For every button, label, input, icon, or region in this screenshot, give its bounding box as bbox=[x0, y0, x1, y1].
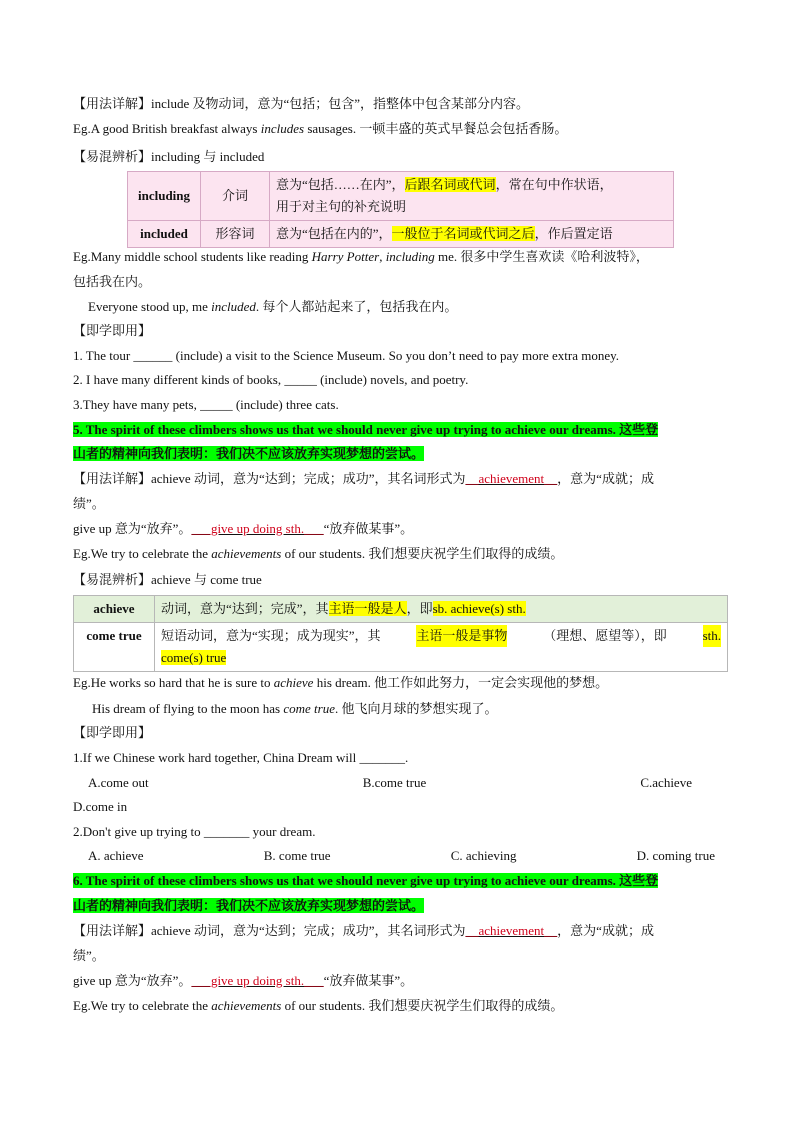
usage-achieve-cont: 绩”。 bbox=[73, 948, 105, 963]
text: His dream of flying to the moon has bbox=[92, 701, 284, 716]
practice-heading: 【即学即用】 bbox=[73, 725, 152, 740]
text: 用于对主句的补充说明 bbox=[276, 199, 407, 214]
text: his dream. 他工作如此努力，一定会实现他的梦想。 bbox=[313, 675, 609, 690]
text: give up 意为“放弃”。 bbox=[73, 973, 192, 988]
answer-fill: __achievement__ bbox=[465, 471, 558, 486]
table-row bbox=[128, 172, 674, 221]
italic-word: achievements bbox=[211, 546, 282, 561]
text: Eg.He works so hard that he is sure to bbox=[73, 675, 274, 690]
text: sausages. 一顿丰盛的英式早餐总会包括香肠。 bbox=[304, 121, 568, 136]
usage-achieve-cont: 绩”。 bbox=[73, 496, 105, 511]
distinguish-including: 【易混辨析】including 与 included bbox=[73, 149, 265, 164]
example-including bbox=[73, 245, 728, 269]
term-cell: achieve bbox=[74, 596, 155, 623]
give-up-note bbox=[73, 969, 728, 993]
definition-cell bbox=[155, 596, 728, 623]
text: ，意为“成就；成 bbox=[557, 923, 654, 938]
usage-include: 【用法详解】include 及物动词，意为“包括；包含”，指整体中包含某部分内容。 bbox=[73, 96, 530, 111]
distinguish-achieve: 【易混辨析】achieve 与 come true bbox=[73, 572, 262, 587]
option-c: C.achieve bbox=[640, 775, 692, 790]
table-row bbox=[74, 623, 728, 672]
text: 【用法详解】achieve 动词，意为“达到；完成；成功”，其名词形式为 bbox=[73, 923, 466, 938]
give-up-note bbox=[73, 517, 728, 541]
text: 【用法详解】achieve 动词，意为“达到；完成；成功”，其名词形式为 bbox=[73, 471, 466, 486]
highlight: 后跟名词或代词 bbox=[404, 177, 496, 192]
example-including-cont: 包括我在内。 bbox=[73, 274, 152, 289]
text: ，常在句中作状语， bbox=[495, 177, 613, 192]
table-row bbox=[74, 596, 728, 623]
pos-cell: 介词 bbox=[201, 172, 270, 221]
highlight: sb. achieve(s) sth. bbox=[432, 601, 526, 616]
text: , bbox=[379, 249, 386, 264]
italic-word: includes bbox=[260, 121, 305, 136]
example-achieve bbox=[73, 671, 728, 695]
green-highlight: 山者的精神向我们表明：我们决不应该放弃实现梦想的尝试。 bbox=[73, 898, 425, 913]
answer-fill: ___give up doing sth.___ bbox=[191, 521, 324, 536]
text: 意为“包括……在内”， bbox=[276, 177, 405, 192]
option-b: B. come true bbox=[263, 848, 331, 863]
text: 短语动词，意为“实现；成为现实”，其 bbox=[161, 628, 381, 643]
italic-word: including bbox=[385, 249, 435, 264]
green-highlight: 5. The spirit of these climbers shows us that we should never give up trying to achieve our dreams. 这些登 bbox=[73, 422, 659, 437]
usage-achieve bbox=[73, 467, 728, 491]
highlight: 主语一般是事物 bbox=[416, 625, 507, 647]
text: 意为“包括在内的”， bbox=[276, 226, 392, 241]
term-cell: included bbox=[128, 221, 201, 248]
pos-cell: 形容词 bbox=[201, 221, 270, 248]
example-achievements bbox=[73, 994, 728, 1018]
including-included-table bbox=[127, 171, 674, 248]
text: give up 意为“放弃”。 bbox=[73, 521, 192, 536]
green-highlight: 山者的精神向我们表明：我们决不应该放弃实现梦想的尝试。 bbox=[73, 446, 425, 461]
text: （理想、愿望等），即 bbox=[543, 628, 667, 643]
text: Eg.Many middle school students like reading bbox=[73, 249, 312, 264]
answer-fill: __achievement__ bbox=[465, 923, 558, 938]
text: of our students. 我们想要庆祝学生们取得的成绩。 bbox=[281, 998, 564, 1013]
text: ，作后置定语 bbox=[534, 226, 613, 241]
highlight: sth. bbox=[703, 625, 721, 647]
example-achievements bbox=[73, 542, 728, 566]
justified-line bbox=[161, 625, 721, 647]
option-d: D.come in bbox=[73, 799, 128, 814]
section-6-heading bbox=[73, 869, 728, 893]
exercise-3: 3.They have many pets, _____ (include) three cats. bbox=[73, 397, 339, 412]
definition-cell bbox=[155, 623, 728, 672]
green-highlight: 6. The spirit of these climbers shows us that we should never give up trying to achieve our dreams. 这些登 bbox=[73, 873, 659, 888]
italic-word: achieve bbox=[273, 675, 314, 690]
achieve-cometrue-table bbox=[73, 595, 728, 672]
definition-cell bbox=[270, 221, 674, 248]
term-cell: including bbox=[128, 172, 201, 221]
example-include bbox=[73, 117, 728, 141]
highlight: 主语一般是人 bbox=[328, 601, 407, 616]
option-c: C. achieving bbox=[450, 848, 517, 863]
term-cell: come true bbox=[74, 623, 155, 672]
practice-heading: 【即学即用】 bbox=[73, 323, 152, 338]
question-1-options bbox=[88, 771, 692, 795]
text: “放弃做某事”。 bbox=[323, 521, 414, 536]
text: Eg.A good British breakfast always bbox=[73, 121, 261, 136]
text: . 他飞向月球的梦想实现了。 bbox=[334, 701, 498, 716]
text: of our students. 我们想要庆祝学生们取得的成绩。 bbox=[281, 546, 564, 561]
section-6-heading-cont bbox=[73, 894, 728, 918]
section-5-heading bbox=[73, 418, 728, 442]
exercise-1: 1. The tour ______ (include) a visit to the Science Museum. So you don’t need to pay more extra money. bbox=[73, 348, 620, 363]
section-5-heading-cont bbox=[73, 442, 728, 466]
text: Everyone stood up, me bbox=[88, 299, 212, 314]
italic-word: achievements bbox=[211, 998, 282, 1013]
text: ，即 bbox=[406, 601, 433, 616]
text: 动词，意为“达到；完成”，其 bbox=[161, 601, 329, 616]
text: Eg.We try to celebrate the bbox=[73, 998, 212, 1013]
option-a: A. achieve bbox=[88, 848, 144, 863]
usage-achieve bbox=[73, 919, 728, 943]
italic-title: Harry Potter bbox=[311, 249, 380, 264]
option-a: A.come out bbox=[88, 775, 149, 790]
highlight: 一般位于名词或代词之后 bbox=[391, 226, 535, 241]
text: ，意为“成就；成 bbox=[557, 471, 654, 486]
exercise-2: 2. I have many different kinds of books, _____ (include) novels, and poetry. bbox=[73, 372, 469, 387]
example-included bbox=[88, 295, 743, 319]
italic-word: included bbox=[211, 299, 256, 314]
text: . 每个人都站起来了，包括我在内。 bbox=[255, 299, 458, 314]
answer-fill: ___give up doing sth.___ bbox=[191, 973, 324, 988]
example-come-true bbox=[92, 697, 747, 721]
text: me. 很多中学生喜欢读《哈利波特》， bbox=[434, 249, 649, 264]
option-d: D. coming true bbox=[636, 848, 715, 863]
question-2: 2.Don't give up trying to _______ your dream. bbox=[73, 824, 316, 839]
highlight: come(s) true bbox=[161, 650, 227, 665]
option-b: B.come true bbox=[362, 775, 427, 790]
question-1: 1.If we Chinese work hard together, China Dream will _______. bbox=[73, 750, 409, 765]
text: Eg.We try to celebrate the bbox=[73, 546, 212, 561]
question-2-options bbox=[88, 844, 715, 868]
text: “放弃做某事”。 bbox=[323, 973, 414, 988]
italic-word: come true bbox=[283, 701, 335, 716]
table-row bbox=[128, 221, 674, 248]
definition-cell bbox=[270, 172, 674, 221]
